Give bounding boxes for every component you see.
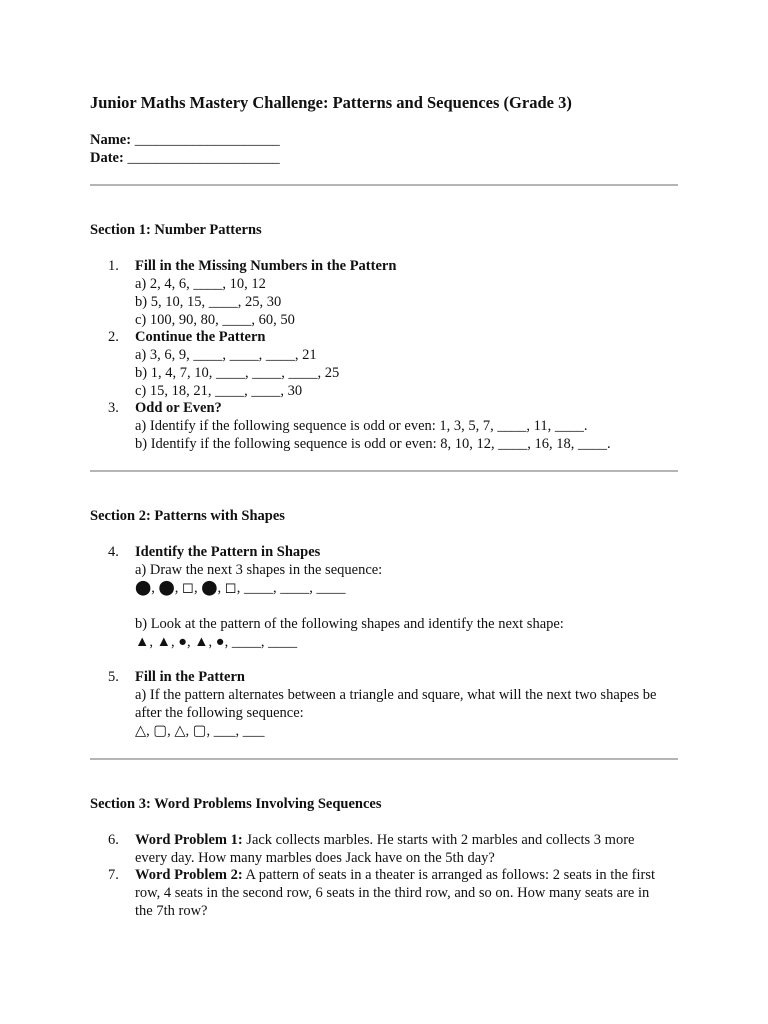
question-4 [90,543,680,651]
question-part-a: a) 2, 4, 6, ____, 10, 12 [135,276,266,292]
divider-1 [90,184,678,186]
name-label: Name: [90,132,132,148]
question-part-a: a) Draw the next 3 shapes in the sequence: [135,562,383,578]
question-number: 6. [108,832,119,848]
question-heading: Identify the Pattern in Shapes [135,544,321,560]
date-label: Date: [90,150,124,166]
word-problem-text: Jack collects marbles. He starts with 2 marbles and collects 3 more every day. How many marbles does Jack have on the 5th day? [135,832,635,866]
question-number: 7. [108,867,119,883]
question-number: 5. [108,669,119,685]
question-number: 2. [108,329,119,345]
divider-3 [90,758,678,760]
section-1-title: Section 1: Number Patterns [90,222,262,238]
section-3-title: Section 3: Word Problems Involving Sequences [90,796,382,812]
question-number: 4. [108,544,119,560]
word-problem-label: Word Problem 2: [135,867,243,883]
question-part-b: b) Identify if the following sequence is odd or even: 8, 10, 12, ____, 16, 18, ____. [135,436,611,452]
question-heading: Continue the Pattern [135,329,266,345]
date-blank: _____________________ [127,150,280,166]
question-part-b: b) Look at the pattern of the following shapes and identify the next shape: [135,616,564,632]
question-part-c: c) 15, 18, 21, ____, ____, 30 [135,383,303,399]
question-part-a: a) Identify if the following sequence is odd or even: 1, 3, 5, 7, ____, 11, ____. [135,418,588,434]
question-part-a: a) If the pattern alternates between a triangle and square, what will the next two shapes be after the following sequence: [135,687,657,721]
name-field [90,131,280,149]
question-number: 3. [108,400,119,416]
question-3 [90,399,680,453]
question-heading: Odd or Even? [135,400,222,416]
question-5 [90,668,680,740]
shape-sequence-a: ⬤, ⬤, ◻, ⬤, ◻, ____, ____, ____ [135,580,346,596]
shape-sequence-b: ▲, ▲, ●, ▲, ●, ____, ____ [135,634,298,650]
page-title: Junior Maths Mastery Challenge: Patterns and Sequences (Grade 3) [90,93,572,112]
shape-sequence-c: △, ▢, △, ▢, ___, ___ [135,723,265,739]
question-heading: Fill in the Pattern [135,669,245,685]
question-part-c: c) 100, 90, 80, ____, 60, 50 [135,312,295,328]
question-heading: Fill in the Missing Numbers in the Pattern [135,258,397,274]
question-part-b: b) 5, 10, 15, ____, 25, 30 [135,294,282,310]
word-problem-label: Word Problem 1: [135,832,243,848]
date-field [90,149,280,167]
question-1 [90,257,680,329]
name-blank: ____________________ [134,132,280,148]
divider-2 [90,470,678,472]
section-2-title: Section 2: Patterns with Shapes [90,508,285,524]
question-7 [90,866,680,920]
question-part-a: a) 3, 6, 9, ____, ____, ____, 21 [135,347,317,363]
question-2 [90,328,680,400]
question-part-b: b) 1, 4, 7, 10, ____, ____, ____, 25 [135,365,340,381]
question-number: 1. [108,258,119,274]
word-problem-text: A pattern of seats in a theater is arranged as follows: 2 seats in the first row, 4 seats in the second row, 6 seats in the third row, and so on. How many seats are in the 7th row? [135,867,656,919]
question-6 [90,831,680,867]
